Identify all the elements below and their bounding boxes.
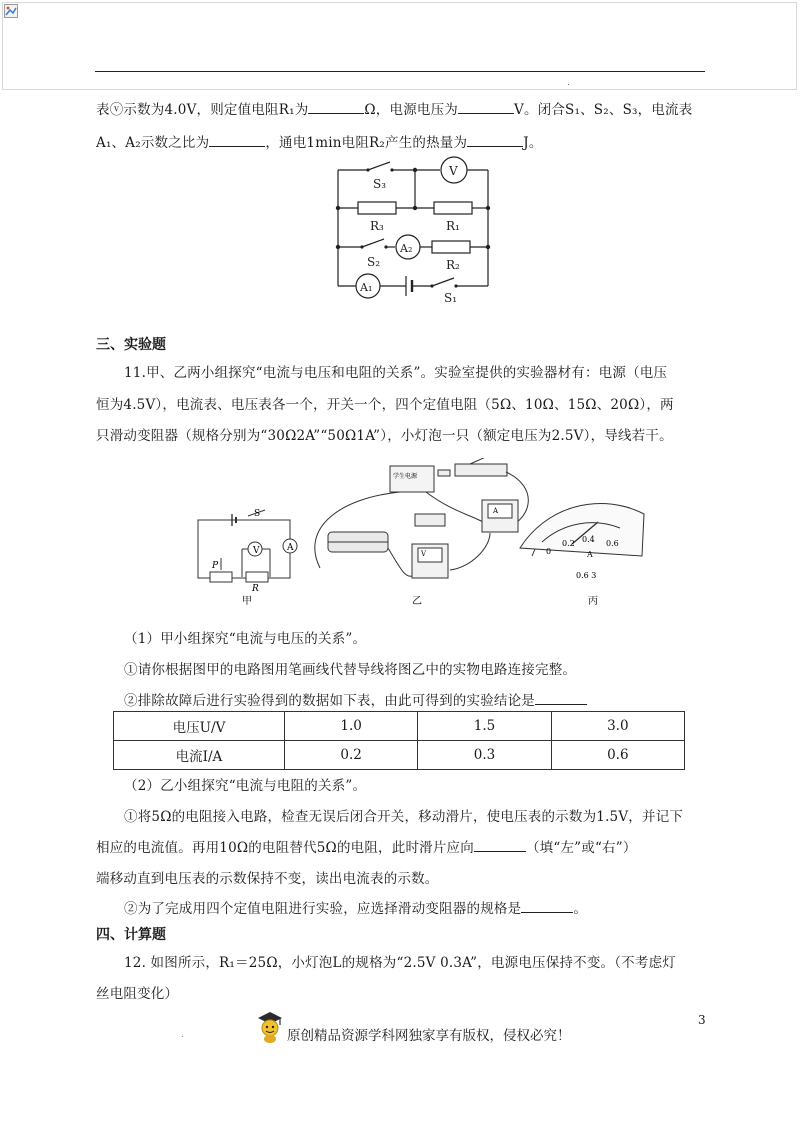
label-s3: S₃ <box>373 177 387 191</box>
q10-circuit-diagram <box>320 152 500 302</box>
meter-unit: A <box>587 550 593 559</box>
footer-copyright: 原创精品资源学科网独家享有版权，侵权必究！ <box>287 1028 571 1044</box>
q11-line-1: 11.甲、乙两小组探究“电流与电压和电阻的关系”。实验室提供的实验器材有：电源（电压 <box>124 365 668 381</box>
fig-label-yi: 乙 <box>412 596 422 606</box>
section-title-calculation: 四、计算题 <box>96 927 166 943</box>
table-row <box>114 712 685 741</box>
fig-jia-s: S <box>254 509 261 519</box>
q11-figure <box>190 458 720 606</box>
header-dot: . <box>567 78 570 88</box>
table-row <box>114 741 685 770</box>
fig-label-jia: 甲 <box>242 596 252 606</box>
footer-dot: . <box>181 1030 184 1040</box>
table-cell: 1.5 <box>418 712 551 741</box>
q11-part1-a: ①请你根据图甲的电路图用笔画线代替导线将图乙中的实物电路连接完整。 <box>124 662 577 678</box>
table-cell: 1.0 <box>285 712 418 741</box>
answer-blank <box>308 101 364 114</box>
fig-jia-p: P <box>212 561 219 571</box>
q12-line-2: 丝电阻变化） <box>96 986 179 1002</box>
fig-yi-a: A <box>493 507 499 515</box>
label-r1: R₁ <box>446 219 460 233</box>
q11-part2-a-line3: 端移动直到电压表的示数保持不变，读出电流表的示数。 <box>96 871 439 887</box>
answer-blank <box>521 900 573 913</box>
q11-part2-b: ②为了完成用四个定值电阻进行实验，应选择滑动变阻器的规格是 。 <box>124 901 588 917</box>
q11-part2-a-line1: ①将5Ω的电阻接入电路，检查无误后闭合开关，移动滑片，使电压表的示数为1.5V，并记下 <box>124 809 684 825</box>
label-a1: A₁ <box>360 281 373 294</box>
section-title-experiment: 三、实验题 <box>96 337 166 353</box>
fig-jia-v: V <box>253 546 260 556</box>
meter-terminals: 0.6 3 <box>576 571 597 580</box>
meter-tick-1: 0.2 <box>562 539 575 548</box>
table-row-header: 电流I/A <box>114 741 285 770</box>
data-table <box>113 711 685 770</box>
table-cell: 3.0 <box>551 712 684 741</box>
q11-part2: （2）乙小组探究“电流与电阻的关系”。 <box>124 778 367 794</box>
meter-tick-3: 0.6 <box>606 539 619 548</box>
mascot-icon <box>256 1010 284 1044</box>
label-r2: R₂ <box>446 258 460 272</box>
fig-supply-label: 学生电源 <box>393 473 418 480</box>
header-rule <box>95 71 705 72</box>
fig-label-bing: 丙 <box>588 596 598 606</box>
answer-blank <box>209 134 265 147</box>
fig-jia-a: A <box>287 543 294 553</box>
label-r3: R₃ <box>370 219 384 233</box>
answer-blank <box>458 101 514 114</box>
table-row-header: 电压U/V <box>114 712 285 741</box>
answer-blank <box>474 839 526 852</box>
broken-image-icon <box>4 4 18 18</box>
table-cell: 0.3 <box>418 741 551 770</box>
q11-part1: （1）甲小组探究“电流与电压的关系”。 <box>124 631 367 647</box>
table-cell: 0.2 <box>285 741 418 770</box>
q11-part1-b: ②排除故障后进行实验得到的数据如下表，由此可得到的实验结论是 <box>124 689 587 709</box>
meter-tick-2: 0.4 <box>582 535 595 544</box>
q11-line-2: 恒为4.5V），电流表、电压表各一个，开关一个，四个定值电阻（5Ω、10Ω、15Ω、20Ω），两 <box>96 397 674 413</box>
label-a2: A₂ <box>400 242 413 255</box>
label-s2: S₂ <box>367 255 381 269</box>
top-frame <box>2 2 797 90</box>
meter-tick-0: 0 <box>546 547 552 556</box>
label-s1: S₁ <box>444 291 458 302</box>
answer-blank <box>535 692 587 705</box>
q11-line-3: 只滑动变阻器（规格分别为“30Ω2A”“50Ω1A”），小灯泡一只（额定电压为2.5V），导线若干。 <box>96 428 673 444</box>
table-cell: 0.6 <box>551 741 684 770</box>
fig-jia-r: R <box>252 584 259 594</box>
q10-line-2: A₁、A₂示数之比为 ，通电1min电阻R₂产生的热量为 J。 <box>96 135 543 151</box>
q10-line-1: 表ⓥ示数为4.0V，则定值电阻R₁为 Ω，电源电压为 V。闭合S₁、S₂、S₃，电流表 <box>96 102 693 118</box>
fig-yi-v: V <box>421 550 427 558</box>
q12-line-1: 12. 如图所示，R₁＝25Ω，小灯泡L的规格为“2.5V 0.3A”，电源电压保持不变。（不考虑灯 <box>124 955 676 971</box>
page-number: 3 <box>698 1013 706 1027</box>
q11-part2-a-line2: 相应的电流值。再用10Ω的电阻替代5Ω的电阻，此时滑片应向 （填“左”或“右”） <box>96 840 637 856</box>
answer-blank <box>467 134 523 147</box>
label-v: V <box>449 164 458 178</box>
